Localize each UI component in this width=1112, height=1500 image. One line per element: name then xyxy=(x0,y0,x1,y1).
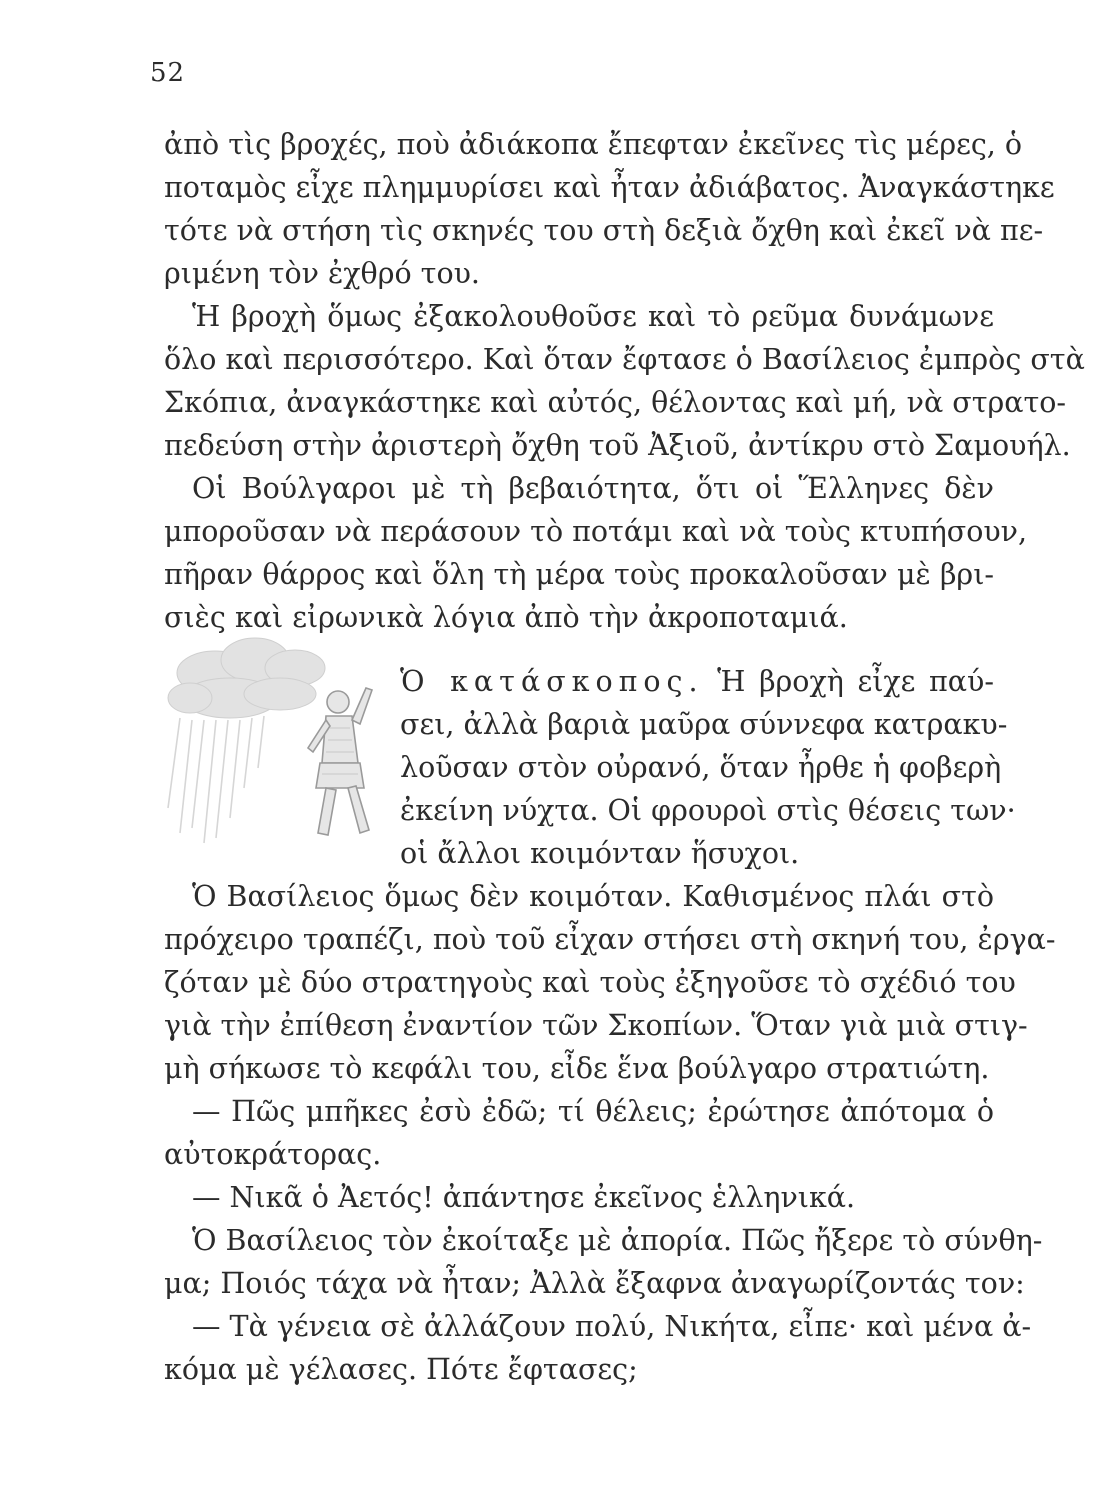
dialogue-line: — Νικᾶ ὁ Ἀετός! ἀπάντησε ἐκεῖνος ἑλληνικά. xyxy=(192,1181,856,1214)
section-line: σει, ἀλλὰ βαριὰ μαῦρα σύννεφα κατρακυ- xyxy=(400,708,1008,741)
paragraph-line: μα; Ποιός τάχα νὰ ἦταν; Ἀλλὰ ἔξαφνα ἀναγωρίζοντάς τον: xyxy=(164,1267,1025,1300)
paragraph-line: Ὁ Βασίλειος ὅμως δὲν κοιμόταν. Καθισμένος πλάι στὸ xyxy=(192,880,994,913)
paragraph-line: Οἱ Βούλγαροι μὲ τὴ βεβαιότητα, ὅτι οἱ Ἕλληνες δὲν xyxy=(192,472,994,505)
paragraph-line: Ἡ βροχὴ ὅμως ἐξακολουθοῦσε καὶ τὸ ρεῦμα δυνάμωνε xyxy=(192,300,994,333)
dialogue-line: — Τὰ γένεια σὲ ἀλλάζουν πολύ, Νικήτα, εἶπε· καὶ μένα ἀ- xyxy=(192,1310,1032,1343)
walking-man-icon xyxy=(308,688,372,835)
paragraph-line: πρόχειρο τραπέζι, ποὺ τοῦ εἶχαν στήσει στὴ σκηνή του, ἐργα- xyxy=(164,923,1056,956)
paragraph-line: μὴ σήκωσε τὸ κεφάλι του, εἶδε ἕνα βούλγαρο στρατιώτη. xyxy=(164,1052,990,1085)
paragraph-line: ποταμὸς εἶχε πλημμυρίσει καὶ ἦταν ἀδιάβατος. Ἀναγκάστηκε xyxy=(164,171,1055,204)
section-first-line xyxy=(400,660,994,704)
dialogue-line: — Πῶς μπῆκες ἐσὺ ἐδῶ; τί θέλεις; ἐρώτησε ἀπότομα ὁ xyxy=(192,1095,994,1128)
dialogue-line: αὐτοκράτορας. xyxy=(164,1138,382,1171)
paragraph-line: γιὰ τὴν ἐπίθεση ἐναντίον τῶν Σκοπίων. Ὅταν γιὰ μιὰ στιγ- xyxy=(164,1009,1028,1042)
paragraph-line: μποροῦσαν νὰ περάσουν τὸ ποτάμι καὶ νὰ τοὺς κτυπήσουν, xyxy=(164,515,1028,548)
storm-cloud-icon xyxy=(168,638,325,718)
section-line: λοῦσαν στὸν οὐρανό, ὅταν ἦρθε ἡ φοβερὴ xyxy=(400,751,1002,784)
paragraph-line: ζόταν μὲ δύο στρατηγοὺς καὶ τοὺς ἐξηγοῦσε τὸ σχέδιό του xyxy=(164,966,1016,999)
section-heading: Ὁ κατάσκοπος. xyxy=(400,665,704,698)
paragraph-line: ριμένη τὸν ἐχθρό του. xyxy=(164,257,480,290)
paragraph-line: ὅλο καὶ περισσότερο. Καὶ ὅταν ἔφτασε ὁ Βασίλειος ἐμπρὸς στὰ xyxy=(164,343,1085,376)
section-line: ἐκείνη νύχτα. Οἱ φρουροὶ στὶς θέσεις των· xyxy=(400,794,1016,827)
dialogue-line: κόμα μὲ γέλασες. Πότε ἔφτασες; xyxy=(164,1353,638,1386)
rain-streaks-icon xyxy=(168,716,264,843)
paragraph-line: σιὲς καὶ εἰρωνικὰ λόγια ἀπὸ τὴν ἀκροποταμιά. xyxy=(164,601,848,634)
paragraph-line: τότε νὰ στήση τὶς σκηνές του στὴ δεξιὰ ὄχθη καὶ ἐκεῖ νὰ πε- xyxy=(164,214,1044,247)
page-number: 52 xyxy=(150,58,186,88)
paragraph-line: πεδεύση στὴν ἀριστερὴ ὄχθη τοῦ Ἀξιοῦ, ἀντίκρυ στὸ Σαμουήλ. xyxy=(164,429,1071,462)
paragraph-line: Ὁ Βασίλειος τὸν ἐκοίταξε μὲ ἀπορία. Πῶς ἤξερε τὸ σύνθη- xyxy=(192,1224,1043,1257)
paragraph-line: Σκόπια, ἀναγκάστηκε καὶ αὐτός, θέλοντας καὶ μή, νὰ στρατο- xyxy=(164,386,1067,419)
section-first-line-text: Ἡ βροχὴ εἶχε παύ- xyxy=(717,665,994,698)
section-line: οἱ ἄλλοι κοιμόνταν ἥσυχοι. xyxy=(400,837,800,870)
paragraph-line: ἀπὸ τὶς βροχές, ποὺ ἀδιάκοπα ἔπεφταν ἐκεῖνες τὶς μέρες, ὁ xyxy=(164,128,1023,161)
paragraph-line: πῆραν θάρρος καὶ ὅλη τὴ μέρα τοὺς προκαλοῦσαν μὲ βρι- xyxy=(164,558,994,591)
storm-figure-illustration xyxy=(160,628,385,863)
